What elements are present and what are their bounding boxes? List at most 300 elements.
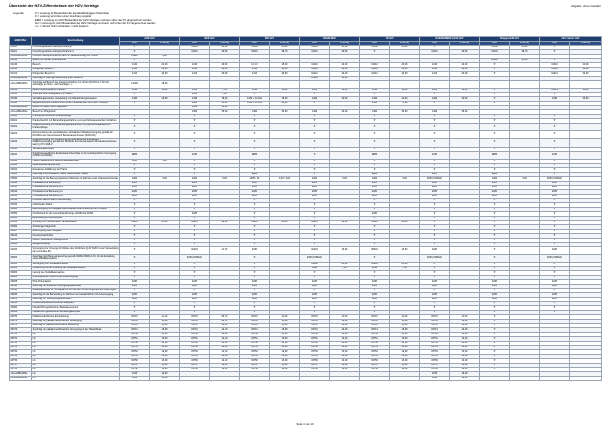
cell-ziffer: P	[540, 131, 570, 139]
cell-ziffer: P	[120, 203, 150, 207]
cell-code: 01967	[10, 229, 32, 233]
cell-ziffer: 03712	[240, 324, 270, 328]
cell-betrag: 13,00	[390, 359, 420, 363]
cell-ziffer: P	[480, 315, 510, 319]
cell-code: ohne EBM-Ziffer	[10, 106, 32, 110]
cell-betrag	[330, 151, 360, 159]
cell-code: 02100	[10, 234, 32, 238]
cell-ziffer: P	[180, 229, 210, 233]
cell-code: 03756	[10, 359, 32, 363]
cell-ziffer: P	[420, 225, 450, 229]
cell-betrag: 13,00	[330, 319, 360, 323]
cell-ziffer: 03757	[420, 363, 450, 367]
cell-betrag: 35,00	[330, 76, 360, 80]
cell-ziffer: 03758	[120, 367, 150, 371]
cell-ziffer: EVB	[480, 280, 510, 284]
cell-ziffer: 1413	[420, 88, 450, 92]
cell-ziffer: 1300	[480, 177, 510, 181]
cell-ziffer: 03754	[300, 350, 330, 354]
cell-ziffer: P	[480, 247, 510, 255]
cell-ziffer: P	[540, 266, 570, 270]
cell-ziffer: P	[120, 275, 150, 279]
cell-desc: Krankheitsspezifische Erstkontakte-Pauschale in der kontinuierlichen Versorgung (01630 und 01631)	[32, 151, 120, 159]
cell-ziffer: 03757	[360, 363, 390, 367]
cell-ziffer: P	[120, 306, 150, 310]
cell-ziffer: P	[120, 114, 150, 118]
cell-ziffer: P	[300, 306, 330, 310]
cell-ziffer: 1515	[420, 372, 450, 376]
cell-betrag: 32,00	[150, 67, 180, 71]
cell-ziffer: 02424	[300, 247, 330, 255]
cell-ziffer: 03751	[300, 337, 330, 341]
cell-ziffer: P	[480, 88, 510, 92]
cell-ziffer: 03755	[180, 354, 210, 358]
cell-ziffer: P	[180, 203, 210, 207]
cell-ziffer: P	[180, 163, 210, 167]
cell-ziffer: P	[540, 119, 570, 123]
cell-code: 03752	[10, 341, 32, 345]
cell-desc: LS	[32, 332, 120, 336]
cell-ziffer: P	[240, 271, 270, 275]
cell-betrag: 75,00	[390, 101, 420, 105]
cell-betrag	[570, 151, 602, 159]
cell-ziffer: P	[540, 221, 570, 225]
cell-ziffer: EBM	[360, 151, 390, 159]
legend-line: bei = Leistung ist nicht Bestandteil der HZV-Verträge und kann nicht über die KV abgerechnet werden	[35, 21, 156, 25]
cell-ziffer: P	[240, 203, 270, 207]
cell-ziffer: P	[540, 199, 570, 203]
cell-ziffer: 03752	[360, 341, 390, 345]
cell-ziffer: EVB	[120, 190, 150, 194]
cell-betrag: 13,00	[450, 324, 480, 328]
cell-betrag: 13,00	[450, 363, 480, 367]
cell-betrag: 13,00	[150, 332, 180, 336]
cell-ziffer: P	[120, 310, 150, 314]
cell-ziffer: P	[420, 138, 450, 147]
cell-ziffer: EVB	[420, 185, 450, 189]
cell-ziffer: P	[120, 163, 150, 167]
cell-betrag: 32,00	[390, 72, 420, 76]
cell-betrag	[210, 138, 240, 147]
cell-ziffer: P	[240, 306, 270, 310]
cell-ziffer: EVB	[300, 190, 330, 194]
cell-betrag: 3,00	[150, 177, 180, 181]
cell-betrag: 22,00	[450, 63, 480, 67]
cell-betrag	[150, 254, 180, 262]
header-sub: Ziffer	[360, 41, 390, 45]
cell-betrag: 13,00	[390, 332, 420, 336]
cell-betrag: 85,00	[330, 262, 360, 266]
cell-ziffer: P	[360, 288, 390, 292]
cell-ziffer: 1300	[180, 177, 210, 181]
cell-ziffer: P	[180, 243, 210, 247]
cell-ziffer: EVB	[180, 212, 210, 216]
cell-ziffer: P	[540, 302, 570, 306]
cell-ziffer: P	[420, 203, 450, 207]
cell-ziffer: P	[420, 45, 450, 49]
cell-ziffer: 03713	[360, 328, 390, 332]
cell-betrag: 12,10	[210, 337, 240, 341]
cell-ziffer: P	[480, 199, 510, 203]
cell-ziffer: P	[120, 229, 150, 233]
cell-desc: LS	[32, 341, 120, 345]
cell-betrag: 13,00	[450, 359, 480, 363]
cell-ziffer: P	[180, 310, 210, 314]
cell-ziffer: EVB	[300, 297, 330, 301]
cell-ziffer: P	[480, 262, 510, 266]
cell-code: 01913	[10, 194, 32, 198]
cell-ziffer: 1413	[360, 88, 390, 92]
cell-ziffer: 03755	[300, 354, 330, 358]
header-sub: €-Betrag	[330, 41, 360, 45]
cell-betrag	[150, 138, 180, 147]
cell-ziffer: P	[120, 207, 150, 211]
cell-code: 01955	[10, 216, 32, 220]
cell-code: 01930	[10, 199, 32, 203]
cell-betrag: 13,00	[390, 346, 420, 350]
cell-ziffer: P	[540, 203, 570, 207]
cell-betrag: 11,00	[390, 315, 420, 319]
cell-ziffer: P	[360, 238, 390, 242]
cell-ziffer: 03758	[420, 367, 450, 371]
cell-betrag	[330, 80, 360, 88]
cell-code: 03010	[10, 284, 32, 288]
cell-betrag	[450, 254, 480, 262]
cell-desc: Besuch	[32, 63, 120, 67]
cell-code: 01621	[10, 119, 32, 123]
cell-ziffer: P	[360, 138, 390, 147]
cell-ziffer: P	[180, 266, 210, 270]
cell-betrag: 5,00	[210, 177, 240, 181]
cell-betrag: 13,00	[330, 324, 360, 328]
cell-ziffer: 03707	[180, 315, 210, 319]
cell-ziffer: P	[420, 266, 450, 270]
cell-ziffer: 1430	[120, 97, 150, 101]
cell-code: 02300	[10, 238, 32, 242]
cell-code: 03755	[10, 354, 32, 358]
cell-ziffer: EVB	[180, 297, 210, 301]
cell-desc: Zuschlag für die Behandlung im Rahmen der hausärztlichen Grundversorgung	[32, 293, 120, 297]
cell-ziffer: P	[420, 163, 450, 167]
cell-code: 01950	[10, 212, 32, 216]
cell-ziffer: 1430 + 14 102	[240, 97, 270, 101]
cell-betrag: 16,00	[450, 372, 480, 376]
cell-ziffer: P	[360, 271, 390, 275]
cell-desc: Ärztlicher Bericht nach Untersuchung	[32, 199, 120, 203]
cell-betrag	[210, 123, 240, 131]
cell-ziffer: 03750	[180, 332, 210, 336]
legend-line: Z = Leistung wird über einen Zuschlag vergütet	[35, 15, 92, 19]
cell-betrag: 7,00	[330, 266, 360, 270]
cell-ziffer: EVB	[360, 297, 390, 301]
cell-betrag: 13,00	[270, 363, 300, 367]
cell-betrag: 7,00	[390, 266, 420, 270]
cell-ziffer: 03753	[240, 346, 270, 350]
cell-ziffer: P	[120, 234, 150, 238]
cell-betrag: 38,70	[510, 50, 540, 54]
cell-ziffer: P	[180, 172, 210, 176]
cell-ziffer: P	[360, 225, 390, 229]
cell-betrag: 15,90	[330, 247, 360, 255]
cell-ziffer: 03712	[120, 324, 150, 328]
cell-betrag: 12,10	[210, 354, 240, 358]
cell-betrag: 13,00	[390, 363, 420, 367]
header-sub: Ziffer	[120, 41, 150, 45]
cell-ziffer: P	[300, 159, 330, 163]
cell-betrag	[210, 254, 240, 262]
cell-ziffer: 01413	[540, 88, 570, 92]
cell-ziffer: 01611	[180, 221, 210, 225]
cell-ziffer: P	[420, 147, 450, 151]
cell-betrag: 5,00	[150, 159, 180, 163]
cell-code: 03751	[10, 337, 32, 341]
cell-ziffer: EVB	[240, 181, 270, 185]
cell-desc: Prostatektomie Betreuung 2+	[32, 185, 120, 189]
cell-ziffer: EVB	[240, 297, 270, 301]
cell-ziffer: P	[120, 172, 150, 176]
cell-betrag	[570, 80, 602, 88]
cell-betrag: 11,00	[270, 315, 300, 319]
cell-desc: Beschaffung im Anschreiben	[32, 216, 120, 220]
cell-ziffer: P	[120, 138, 150, 147]
cell-desc: Visite auf einer Belegstation, je Patient	[32, 92, 120, 96]
cell-ziffer: EVB	[480, 194, 510, 198]
cell-ziffer: P	[240, 131, 270, 139]
cell-betrag	[330, 376, 360, 380]
cell-code: 03753	[10, 346, 32, 350]
cell-desc: Versorgung von Notfallalternativen	[32, 262, 120, 266]
cell-betrag: 09,72	[210, 315, 240, 319]
cell-ziffer: P	[240, 262, 270, 266]
cell-ziffer: 1413	[240, 88, 270, 92]
cell-betrag: 13,00	[150, 354, 180, 358]
cell-ziffer: P	[480, 92, 510, 96]
cell-ziffer: P	[480, 216, 510, 220]
cell-code: 02502	[10, 266, 32, 270]
cell-ziffer: P	[480, 168, 510, 172]
cell-ziffer: P	[120, 131, 150, 139]
cell-ziffer: P	[300, 119, 330, 123]
cell-ziffer: P	[180, 168, 210, 172]
cell-betrag: 20,00	[210, 45, 240, 49]
cell-ziffer: P	[360, 199, 390, 203]
header-group: TK HzV	[360, 37, 420, 42]
cell-ziffer: P	[480, 123, 510, 131]
cell-betrag	[150, 131, 180, 139]
cell-desc: LS	[32, 359, 120, 363]
header-sub: €-Betrag	[450, 41, 480, 45]
cell-ziffer: P	[540, 234, 570, 238]
cell-desc: Palliativmedizinische Ersterhebung	[32, 315, 120, 319]
cell-ziffer: P	[240, 243, 270, 247]
cell-ziffer: P	[300, 212, 330, 216]
cell-ziffer: P	[420, 243, 450, 247]
cell-ziffer: 03757	[300, 363, 330, 367]
cell-desc: Lösung des Notfalldatensatzes	[32, 271, 120, 275]
cell-betrag: 13,00	[450, 337, 480, 341]
cell-betrag	[450, 123, 480, 131]
cell-betrag: 13,00	[390, 341, 420, 345]
cell-ziffer: EVB	[540, 280, 570, 284]
cell-betrag: 12,10	[210, 367, 240, 371]
cell-ziffer: 03755	[240, 354, 270, 358]
cell-ziffer: P	[300, 225, 330, 229]
cell-ziffer: P	[480, 332, 510, 336]
cell-code: 01430	[10, 97, 32, 101]
cell-ziffer: P	[480, 229, 510, 233]
cell-betrag: 13,00	[150, 319, 180, 323]
header-note: Abgabe: ohne Gewähr	[570, 4, 601, 8]
cell-ziffer: 1648	[300, 266, 330, 270]
cell-ziffer: 05841	[360, 262, 390, 266]
cell-betrag	[330, 138, 360, 147]
cell-code: 01631	[10, 151, 32, 159]
cell-ziffer: EVB	[180, 181, 210, 185]
cell-betrag: 32,00	[330, 72, 360, 76]
cell-ziffer: 03753	[300, 346, 330, 350]
cell-code: 01622	[10, 123, 32, 131]
cell-desc: LS	[32, 337, 120, 341]
cell-ziffer: 03754	[240, 350, 270, 354]
cell-betrag: 11,00	[450, 315, 480, 319]
cell-ziffer: EVB	[180, 190, 210, 194]
cell-ziffer: P	[420, 199, 450, 203]
cell-ziffer: EVB	[180, 293, 210, 297]
cell-ziffer: EVB	[240, 247, 270, 255]
cell-code: ohne EBM-Ziffer	[10, 80, 32, 88]
cell-betrag	[270, 80, 300, 88]
cell-betrag	[510, 247, 540, 255]
header-group: AOK HzV	[120, 37, 180, 42]
cell-ziffer: P	[480, 367, 510, 371]
cell-ziffer: P	[540, 216, 570, 220]
cell-code: 03754	[10, 350, 32, 354]
cell-betrag	[210, 151, 240, 159]
cell-desc: Verwaltungskomplex	[32, 147, 120, 151]
cell-betrag: 13,00	[450, 346, 480, 350]
cell-ziffer: P	[180, 271, 210, 275]
cell-desc: Dringender Besuch I	[32, 67, 120, 71]
cell-ziffer: 03750	[120, 332, 150, 336]
cell-ziffer: 1420	[360, 101, 390, 105]
cell-ziffer: P	[540, 229, 570, 233]
cell-ziffer: P	[300, 310, 330, 314]
cell-betrag	[570, 247, 602, 255]
cell-ziffer: EVB	[540, 297, 570, 301]
cell-ziffer: 01611	[120, 221, 150, 225]
cell-betrag: 13,00	[330, 363, 360, 367]
cell-ziffer: P	[180, 216, 210, 220]
cell-ziffer: 1112	[120, 159, 150, 163]
cell-ziffer	[420, 80, 450, 88]
cell-ziffer: 03758	[300, 367, 330, 371]
cell-betrag: 13,00	[270, 337, 300, 341]
cell-betrag	[330, 123, 360, 131]
cell-code: ohne EBM-Ziffer	[10, 54, 32, 58]
cell-ziffer: 03711	[120, 319, 150, 323]
cell-ziffer: P	[540, 50, 570, 54]
header-group: BAHN-BKK	[300, 37, 360, 42]
cell-betrag: 21,00	[330, 45, 360, 49]
cell-ziffer: P	[240, 234, 270, 238]
cell-betrag: 20,00	[510, 45, 540, 49]
cell-ziffer: P	[540, 288, 570, 292]
cell-betrag	[150, 151, 180, 159]
cell-ziffer: P	[240, 123, 270, 131]
cell-desc: Zuschlag zur palliativmedizinischen Versorgung in der Häuslichkeit	[32, 328, 120, 332]
cell-ziffer: 01101	[300, 50, 330, 54]
cell-ziffer: 03711	[240, 319, 270, 323]
cell-ziffer: 03711	[300, 319, 330, 323]
cell-ziffer: P	[480, 341, 510, 345]
cell-ziffer: P	[300, 147, 330, 151]
cell-ziffer: EVB	[420, 190, 450, 194]
cell-code: 01630	[10, 147, 32, 151]
cell-code: 01932	[10, 203, 32, 207]
header-sub: €-Betrag	[390, 41, 420, 45]
cell-betrag: 30,00	[270, 110, 300, 114]
cell-ziffer: 1410	[420, 63, 450, 67]
table-row	[10, 376, 602, 380]
cell-desc: Koordinierende Praxis Ohne Notversorgung	[32, 275, 120, 279]
cell-betrag: 11,00	[570, 88, 602, 92]
cell-ziffer: P	[480, 359, 510, 363]
cell-ziffer: 1414D	[120, 80, 150, 88]
cell-ziffer: P	[300, 131, 330, 139]
cell-ziffer: P	[480, 324, 510, 328]
cell-ziffer: P	[420, 131, 450, 139]
cell-betrag: 32,00	[390, 67, 420, 71]
cell-ziffer: 1413	[300, 88, 330, 92]
cell-ziffer: 03752	[420, 341, 450, 345]
cell-ziffer: EVB	[300, 293, 330, 297]
cell-ziffer: EVB	[120, 185, 150, 189]
cell-betrag	[390, 138, 420, 147]
cell-ziffer: P	[180, 159, 210, 163]
cell-desc: LS	[32, 346, 120, 350]
cell-ziffer: 01100	[300, 45, 330, 49]
cell-code: 03008	[10, 280, 32, 284]
cell-ziffer: P	[120, 50, 150, 54]
header-group: HzV classic HzV	[540, 37, 602, 42]
cell-ziffer: EVB	[360, 284, 390, 288]
cell-ziffer: EVB	[540, 194, 570, 198]
cell-betrag: 3,00	[510, 177, 540, 181]
cell-betrag: 11,00	[330, 88, 360, 92]
cell-betrag	[510, 151, 540, 159]
cell-ziffer: P	[420, 207, 450, 211]
cell-ziffer: EVB	[300, 280, 330, 284]
cell-ziffer	[360, 80, 390, 88]
cell-ziffer: 1430	[300, 97, 330, 101]
cell-ziffer: P	[480, 238, 510, 242]
cell-ziffer: 03754	[420, 350, 450, 354]
cell-ziffer: EVB	[180, 284, 210, 288]
cell-ziffer: EVB	[420, 151, 450, 159]
cell-ziffer: P	[540, 310, 570, 314]
cell-code: 01620	[10, 114, 32, 118]
header-sub: Ziffer	[240, 41, 270, 45]
cell-betrag	[450, 80, 480, 88]
cell-ziffer: 1420	[180, 101, 210, 105]
cell-ziffer: P	[120, 168, 150, 172]
cell-desc: Zuschlag für säumige Ausführung einer Besuchs	[32, 76, 120, 80]
cell-code: 03757	[10, 363, 32, 367]
cell-ziffer: P	[420, 275, 450, 279]
cell-betrag: 20,00	[390, 97, 420, 101]
cell-ziffer: EVB	[360, 190, 390, 194]
cell-desc: Besuch im Notfall, Wochenende	[32, 58, 120, 62]
